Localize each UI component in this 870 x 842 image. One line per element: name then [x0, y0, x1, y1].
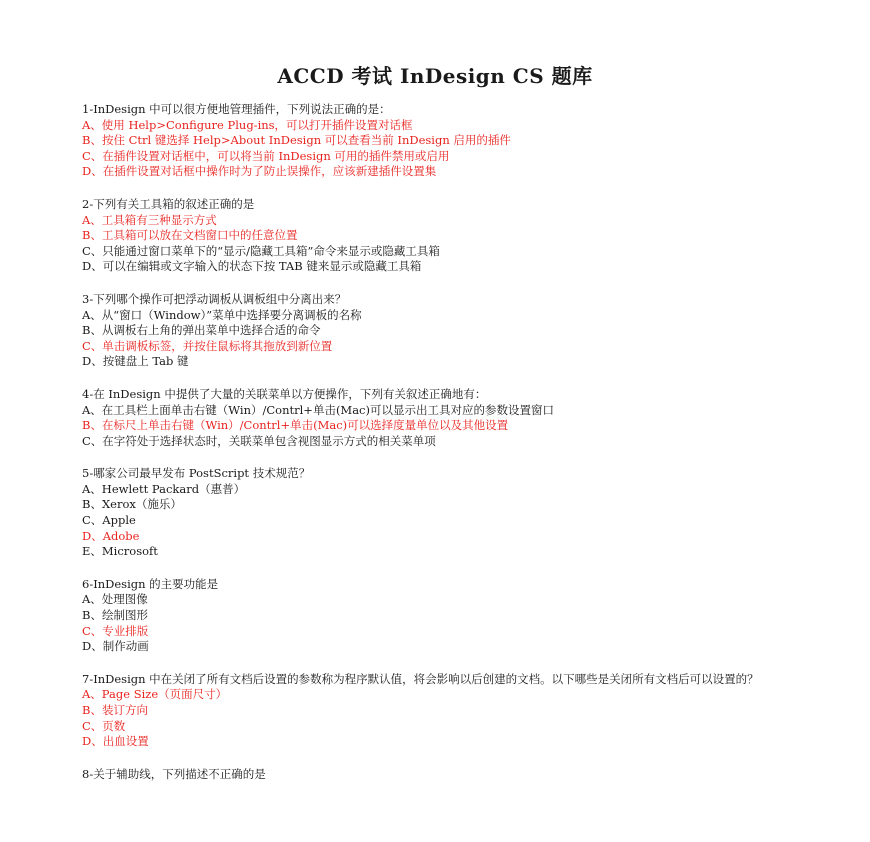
- question-stem: 1-InDesign 中可以很方便地管理插件，下列说法正确的是：: [82, 102, 391, 116]
- question-8: [82, 767, 802, 783]
- question-stem: 7-InDesign 中在关闭了所有文档后设置的参数称为程序默认值，将会影响以后创建的文档。以下哪些是关闭所有文档后可以设置的？: [82, 671, 759, 686]
- question-4: [82, 387, 802, 449]
- question-stem: 3-下列哪个操作可把浮动调板从调板组中分离出来？: [82, 291, 347, 306]
- answer-option: C、页数: [82, 718, 126, 733]
- answer-option: C、只能通过窗口菜单下的“显示/隐藏工具箱”命令来显示或隐藏工具箱: [82, 243, 440, 258]
- question-6: [82, 577, 802, 655]
- answer-option: D、可以在编辑或文字输入的状态下按 TAB 键来显示或隐藏工具箱: [82, 259, 422, 274]
- answer-option: B、装订方向: [82, 703, 148, 717]
- question-7: [82, 672, 802, 750]
- answer-option: D、Adobe: [82, 528, 140, 543]
- question-stem: 5-哪家公司最早发布 PostScript 技术规范？: [82, 466, 311, 481]
- question-list: [82, 102, 802, 799]
- answer-option: A、Page Size（页面尺寸）: [82, 687, 228, 702]
- question-1: [82, 102, 802, 180]
- answer-option: D、出血设置: [82, 734, 149, 749]
- answer-option: B、在标尺上单击右键（Win）/Contrl+单击(Mac)可以选择度量单位以及其他设置: [82, 418, 509, 433]
- question-2: [82, 197, 802, 275]
- answer-option: B、从调板右上角的弹出菜单中选择合适的命令: [82, 323, 321, 338]
- answer-option: D、制作动画: [82, 639, 149, 654]
- answer-option: C、Apple: [82, 513, 136, 528]
- document-title: ACCD 考试 InDesign CS 题库: [277, 64, 593, 88]
- question-stem: 2-下列有关工具箱的叙述正确的是: [82, 196, 255, 211]
- answer-option: D、在插件设置对话框中操作时为了防止误操作，应该新建插件设置集: [82, 164, 437, 179]
- answer-option: A、从“窗口（Window）”菜单中选择要分离调板的名称: [82, 307, 362, 322]
- answer-option: A、使用 Help>Configure Plug-ins，可以打开插件设置对话框: [82, 117, 413, 132]
- answer-option: C、在字符处于选择状态时，关联菜单包含视图显示方式的相关菜单项: [82, 433, 436, 448]
- answer-option: E、Microsoft: [82, 544, 158, 559]
- answer-option: A、在工具栏上面单击右键（Win）/Contrl+单击(Mac)可以显示出工具对应的参数设置窗口: [82, 402, 554, 417]
- answer-option: C、单击调板标签，并按住鼠标将其拖放到新位置: [82, 338, 333, 353]
- answer-option: D、按键盘上 Tab 键: [82, 354, 189, 369]
- question-stem: 8-关于辅助线，下列描述不正确的是: [82, 766, 266, 781]
- question-5: [82, 466, 802, 560]
- answer-option: B、Xerox（施乐）: [82, 497, 182, 512]
- question-3: [82, 292, 802, 370]
- answer-option: B、绘制图形: [82, 608, 148, 623]
- answer-option: C、专业排版: [82, 623, 149, 638]
- answer-option: A、处理图像: [82, 592, 148, 607]
- answer-option: A、Hewlett Packard（惠普）: [82, 481, 246, 496]
- answer-option: A、工具箱有三种显示方式: [82, 212, 217, 227]
- answer-option: C、在插件设置对话框中，可以将当前 InDesign 可用的插件禁用或启用: [82, 148, 450, 163]
- question-stem: 6-InDesign 的主要功能是: [82, 576, 219, 591]
- answer-option: B、工具箱可以放在文档窗口中的任意位置: [82, 228, 298, 243]
- answer-option: B、按住 Ctrl 键选择 Help>About InDesign 可以查看当前 InDesign 启用的插件: [82, 133, 511, 148]
- question-stem: 4-在 InDesign 中提供了大量的关联菜单以方便操作，下列有关叙述正确地有：: [82, 386, 487, 401]
